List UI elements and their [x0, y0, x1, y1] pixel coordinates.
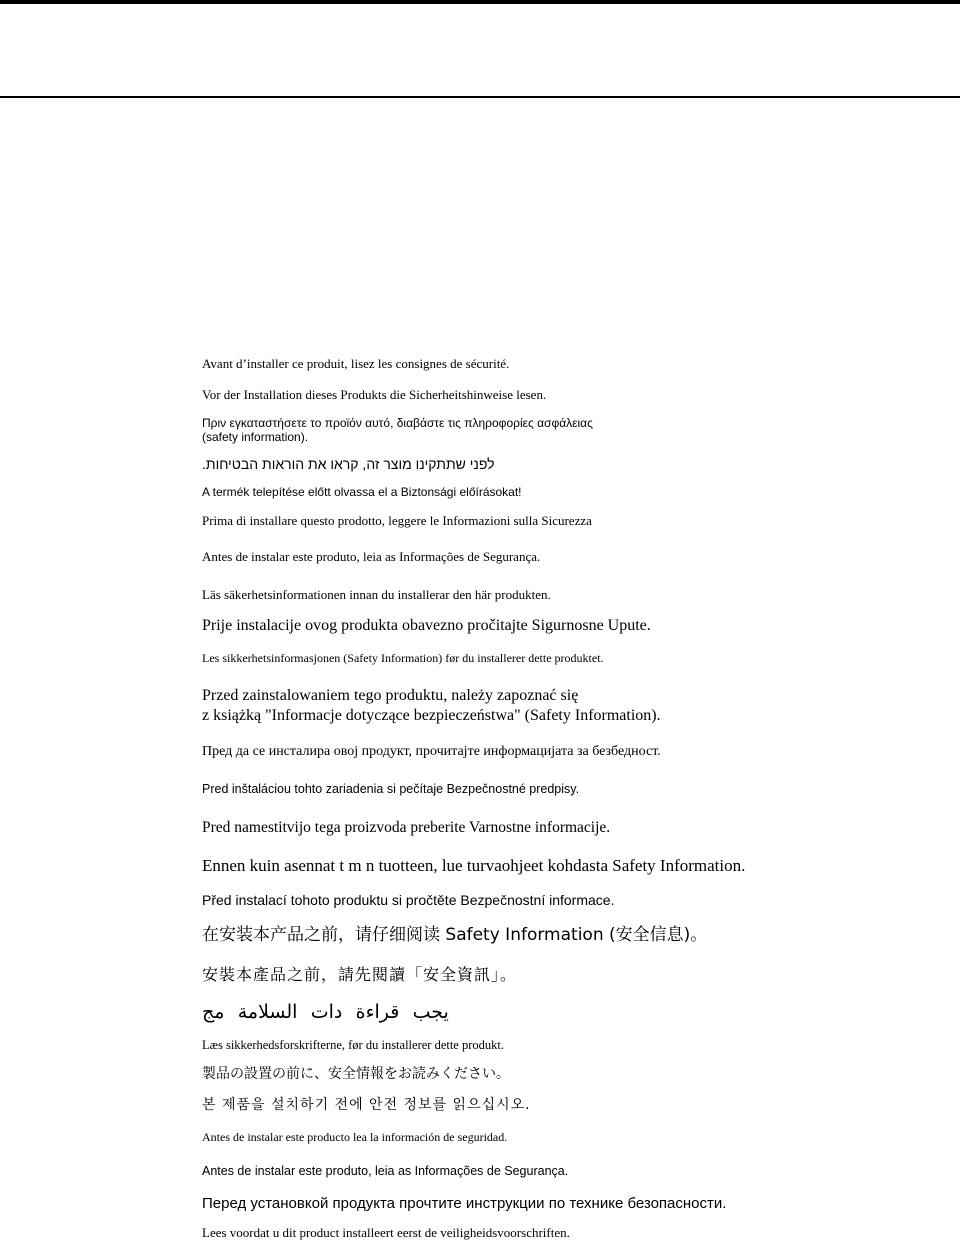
safety-notice-sr: Пред да се инсталира овој продукт, прочитајте информацијата за безбедност. — [202, 744, 661, 759]
safety-notice-el-line1: Πριν εγκαταστήσετε το προϊόν αυτό, διαβάστε τις πληροφορίες ασφάλειας — [202, 416, 593, 430]
safety-notice-ar: يجب قراءة دات السلامة مج — [202, 1002, 449, 1023]
safety-notice-it: Prima di installare questo prodotto, leggere le Informazioni sulla Sicurezza — [202, 513, 592, 528]
safety-notice-hr: Prije instalacije ovog produkta obavezno pročitajte Sigurnosne Upute. — [202, 617, 651, 634]
safety-notice-pt: Antes de instalar este produto, leia as Informações de Segurança. — [202, 1164, 569, 1178]
safety-notice-cs: Před instalací tohoto produktu si pročtěte Bezpečnostní informace. — [202, 892, 615, 908]
safety-notice-sl: Pred namestitvijo tega proizvoda preberite Varnostne informacije. — [202, 819, 611, 836]
safety-notice-ja: 製品の設置の前に、安全情報をお読みください。 — [202, 1066, 510, 1082]
safety-notice-sk: Pred inštaláciou tohto zariadenia si pečítaje Bezpečnostné predpisy. — [202, 782, 580, 796]
safety-notice-pl-line2: z książką "Informacje dotyczące bezpieczeństwa" (Safety Information). — [202, 707, 661, 724]
safety-notice-de: Vor der Installation dieses Produkts die Sicherheitshinweise lesen. — [202, 387, 547, 402]
safety-notice-no: Les sikkerhetsinformasjonen (Safety Information) før du installerer dette produktet. — [202, 651, 604, 665]
safety-notice-fi: Ennen kuin asennat t m n tuotteen, lue turvaohjeet kohdasta Safety Information. — [202, 856, 746, 875]
top-border-rule — [0, 0, 960, 4]
safety-notice-el-line2: (safety information). — [202, 430, 309, 444]
safety-notice-da: Læs sikkerhedsforskrifterne, før du installerer dette produkt. — [202, 1038, 504, 1052]
safety-notice-ko: 본 제품을 설치하기 전에 안전 정보를 읽으십시오. — [202, 1097, 531, 1113]
header-divider-rule — [0, 96, 960, 98]
safety-notice-pl — [202, 686, 661, 726]
safety-notice-el — [202, 416, 593, 444]
safety-notice-fr: Avant d’installer ce produit, lisez les consignes de sécurité. — [202, 356, 510, 371]
safety-notice-es: Antes de instalar este producto lea la información de seguridad. — [202, 1130, 508, 1144]
safety-notice-hu: A termék telepítése előtt olvassa el a Biztonsági előírásokat! — [202, 485, 522, 499]
safety-notice-pt-br: Antes de instalar este produto, leia as Informações de Segurança. — [202, 549, 541, 564]
safety-notice-sv: Läs säkerhetsinformationen innan du installerar den här produkten. — [202, 587, 551, 602]
safety-notice-zh-tw: 安裝本產品之前，請先閱讀「安全資訊」。 — [202, 965, 518, 984]
safety-notice-nl: Lees voordat u dit product installeert eerst de veiligheidsvoorschriften. — [202, 1225, 570, 1240]
safety-notice-zh-cn: 在安装本产品之前，请仔细阅读 Safety Information (安全信息)。 — [202, 925, 708, 945]
safety-notice-pl-line1: Przed zainstalowaniem tego produktu, należy zapoznać się — [202, 687, 579, 704]
safety-notice-ru: Перед установкой продукта прочтите инструкции по технике безопасности. — [202, 1195, 727, 1212]
safety-notice-he: לפני שתתקינו מוצר זה, קראו את הוראות הבטיחות. — [202, 456, 495, 472]
